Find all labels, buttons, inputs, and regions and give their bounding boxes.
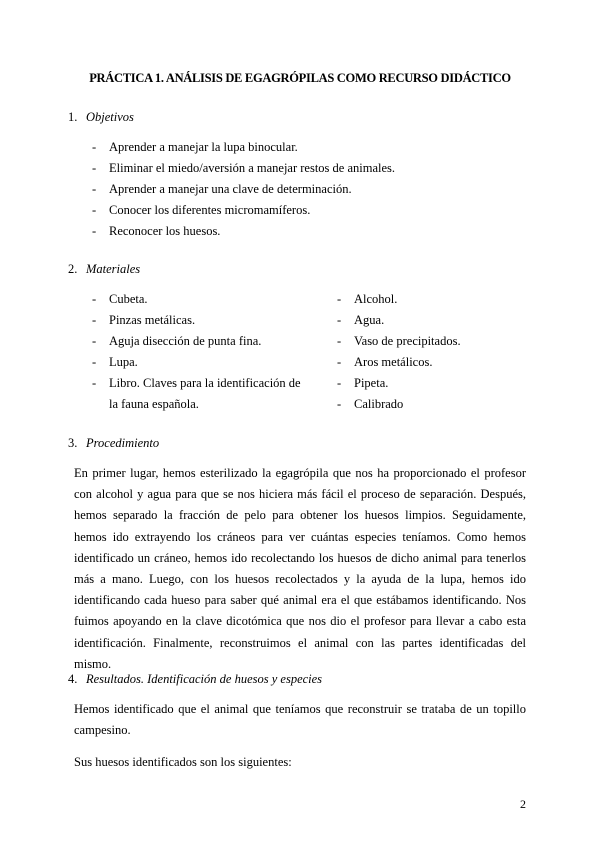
list-item: - Aprender a manejar la lupa binocular.: [92, 137, 395, 158]
list-item: - Calibrado: [337, 394, 461, 415]
bullet-dash: -: [92, 161, 97, 175]
section-number: 1.: [68, 110, 78, 124]
list-item: - Libro. Claves para la identificación de la fauna española.: [92, 373, 309, 415]
bullet-dash: -: [337, 397, 342, 411]
list-item: - Aprender a manejar una clave de determinación.: [92, 179, 395, 200]
list-item: - Aguja disección de punta fina.: [92, 331, 309, 352]
objetivos-list: [92, 137, 395, 242]
list-item: - Aros metálicos.: [337, 352, 461, 373]
bullet-dash: -: [92, 224, 97, 238]
section-title: Objetivos: [86, 110, 134, 124]
page-number: 2: [520, 797, 526, 811]
document-title: PRÁCTICA 1. ANÁLISIS DE EGAGRÓPILAS COMO RECURSO DIDÁCTICO: [89, 71, 511, 85]
list-item: - Eliminar el miedo/aversión a manejar restos de animales.: [92, 158, 395, 179]
resultados-paragraph: Hemos identificado que el animal que teníamos que reconstruir se trataba de un topillo campesino.: [74, 702, 526, 738]
section-title: Procedimiento: [86, 436, 160, 450]
bullet-dash: -: [92, 313, 97, 327]
list-item: - Lupa.: [92, 352, 309, 373]
list-item: - Agua.: [337, 310, 461, 331]
bullet-dash: -: [92, 292, 97, 306]
bullet-dash: -: [337, 355, 342, 369]
list-item: - Alcohol.: [337, 289, 461, 310]
section-title: Resultados. Identificación de huesos y especies: [86, 672, 323, 686]
bullet-dash: -: [92, 140, 97, 154]
bullet-dash: -: [337, 313, 342, 327]
bullet-dash: -: [337, 376, 342, 390]
section-heading-resultados: [68, 672, 322, 687]
section-title: Materiales: [86, 262, 141, 276]
list-item: - Vaso de precipitados.: [337, 331, 461, 352]
section-number: 2.: [68, 262, 78, 276]
materiales-list-left: [92, 289, 309, 415]
list-item: - Pinzas metálicas.: [92, 310, 309, 331]
bullet-dash: -: [337, 292, 342, 306]
section-number: 3.: [68, 436, 78, 450]
bullet-dash: -: [92, 182, 97, 196]
list-item: - Conocer los diferentes micromamíferos.: [92, 200, 395, 221]
bullet-dash: -: [92, 334, 97, 348]
list-item: - Cubeta.: [92, 289, 309, 310]
section-heading-procedimiento: [68, 436, 159, 451]
section-heading-objetivos: [68, 110, 134, 125]
bullet-dash: -: [337, 334, 342, 348]
bullet-dash: -: [92, 376, 97, 390]
section-number: 4.: [68, 672, 78, 686]
materiales-list-right: [337, 289, 461, 415]
procedimiento-paragraph: En primer lugar, hemos esterilizado la egagrópila que nos ha proporcionado el profesor con alcohol y agua para que se nos hiciera más fácil el proceso de separación. Después, hemos separado la fracción de pelo para obtener los huesos limpios. Seguidamente, hemos ido extrayendo los cráneos para ver cuántas especies teníamos. Como hemos identificado un cráneo, hemos ido recolectando los huesos de dicho animal para tenerlos más a mano. Luego, con los huesos recolectados y la ayuda de la lupa, hemos ido identificando cada hueso para saber qué animal era el que estábamos identificando. Nos fuimos apoyando en la clave dicotómica que nos dio el profesor para llevar a cabo esta identificación. Finalmente, reconstruimos el animal con las partes identificadas del mismo.: [74, 466, 526, 671]
list-item: - Pipeta.: [337, 373, 461, 394]
resultados-paragraph-2: Sus huesos identificados son los siguientes:: [74, 755, 292, 769]
section-heading-materiales: [68, 262, 140, 277]
bullet-dash: -: [92, 203, 97, 217]
list-item: - Reconocer los huesos.: [92, 221, 395, 242]
bullet-dash: -: [92, 355, 97, 369]
